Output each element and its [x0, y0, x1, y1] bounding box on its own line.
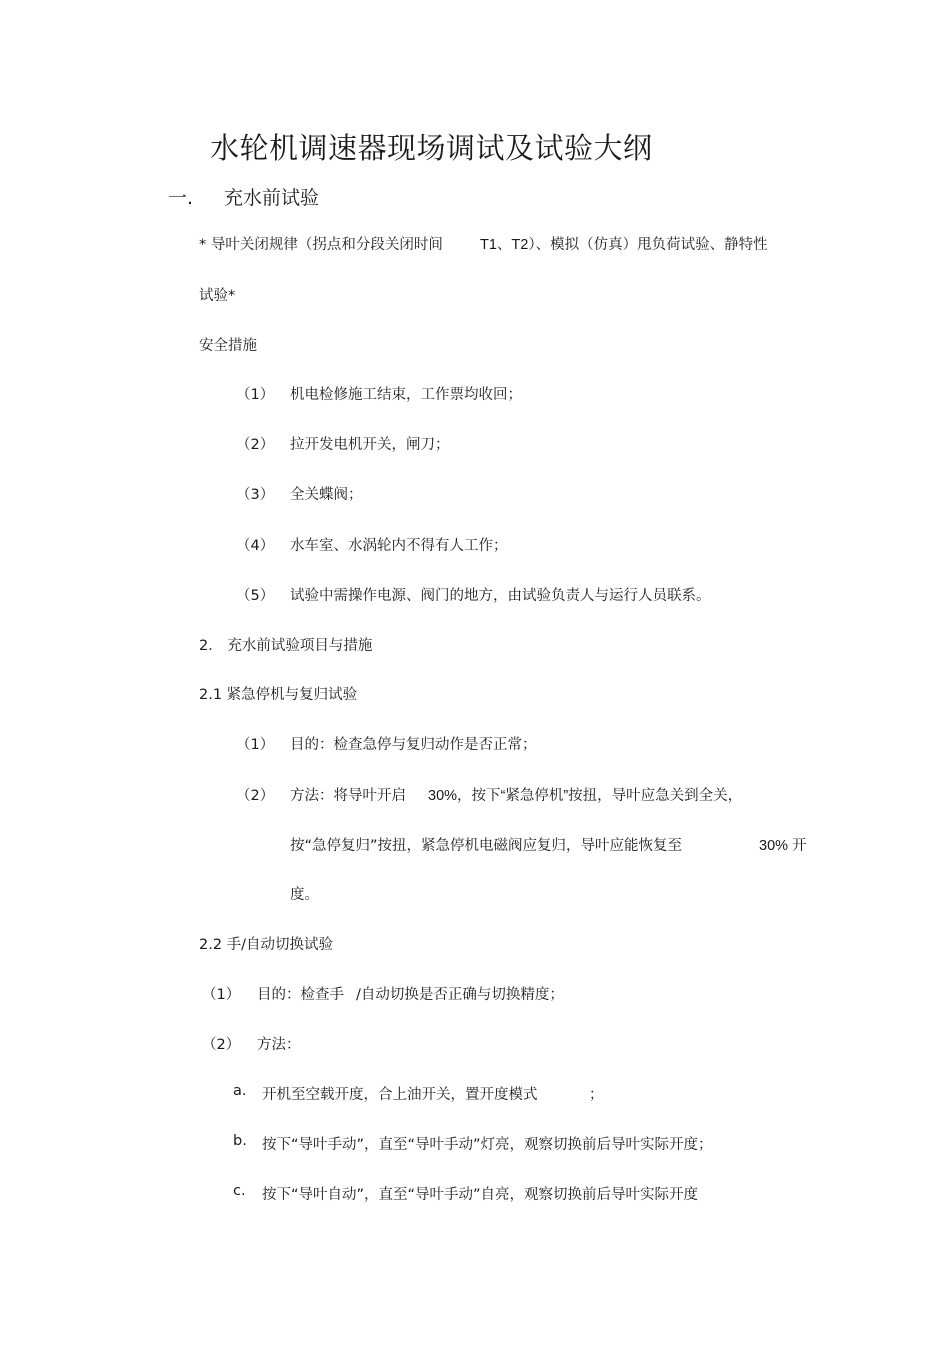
- s21-item-1-text: 目的：检查急停与复归动作是否正常；: [290, 737, 537, 753]
- subsection-2-heading: 2． 充水前试验项目与措施: [199, 638, 373, 654]
- section-number: 一.: [168, 187, 194, 209]
- subsection-2-1-heading: 2.1 紧急停机与复归试验: [199, 687, 358, 703]
- safety-item-3-num: （3）: [236, 487, 275, 503]
- subsection-2-2-heading: 2.2 手/自动切换试验: [199, 937, 334, 953]
- s22-step-b-text: 按下“导叶手动”，直至“导叶手动”灯亮，观察切换前后导叶实际开度；: [262, 1137, 713, 1153]
- s22-step-b-label: b.: [233, 1133, 247, 1149]
- safety-item-5-text: 试验中需操作电源、阀门的地方，由试验负责人与运行人员联系。: [290, 588, 711, 604]
- s21-item-2-text-d: 30% 开: [759, 838, 807, 854]
- safety-heading: 安全措施: [199, 338, 257, 354]
- intro-line-1a: * 导叶关闭规律（拐点和分段关闭时间: [199, 237, 443, 253]
- s22-step-c-text: 按下“导叶自动”，直至“导叶手动”自亮，观察切换前后导叶实际开度: [262, 1187, 699, 1203]
- s21-item-2-text-c: 按“急停复归”按扭，紧急停机电磁阀应复归，导叶应能恢复至: [290, 838, 683, 854]
- safety-item-2-text: 拉开发电机开关，闸刀；: [290, 437, 450, 453]
- safety-item-4-num: （4）: [236, 538, 275, 554]
- safety-item-3-text: 全关蝶阀；: [290, 487, 363, 503]
- safety-item-5-num: （5）: [236, 588, 275, 604]
- document-title: 水轮机调速器现场调试及试验大纲: [210, 131, 653, 165]
- s22-item-1-num: （1）: [202, 987, 241, 1003]
- s21-item-2-text-a: 方法：将导叶开启: [290, 788, 406, 804]
- s21-item-2-text-b: 30%，按下“紧急停机”按扭，导叶应急关到全关，: [428, 788, 743, 804]
- s21-item-2-num: （2）: [236, 788, 275, 804]
- intro-line-1b: T1、T2）、模拟（仿真）甩负荷试验、静特性: [480, 237, 768, 253]
- s21-item-1-num: （1）: [236, 737, 275, 753]
- s22-item-1-text-b: /自动切换是否正确与切换精度；: [356, 987, 564, 1003]
- s22-step-a-end: ；: [589, 1087, 604, 1103]
- safety-item-1-text: 机电检修施工结束，工作票均收回；: [290, 387, 522, 403]
- s22-step-c-label: c.: [233, 1183, 246, 1199]
- s22-item-2-num: （2）: [202, 1037, 241, 1053]
- intro-line-2: 试验*: [199, 288, 236, 304]
- s22-step-a-label: a.: [233, 1083, 247, 1099]
- s22-item-2-text: 方法：: [257, 1037, 301, 1053]
- s21-item-2-text-e: 度。: [290, 887, 319, 903]
- section-heading: 充水前试验: [224, 187, 320, 209]
- s22-item-1-text-a: 目的：检查手: [257, 987, 344, 1003]
- safety-item-4-text: 水车室、水涡轮内不得有人工作；: [290, 538, 508, 554]
- safety-item-2-num: （2）: [236, 437, 275, 453]
- s22-step-a-text: 开机至空载开度，合上油开关，置开度模式: [262, 1087, 538, 1103]
- safety-item-1-num: （1）: [236, 387, 275, 403]
